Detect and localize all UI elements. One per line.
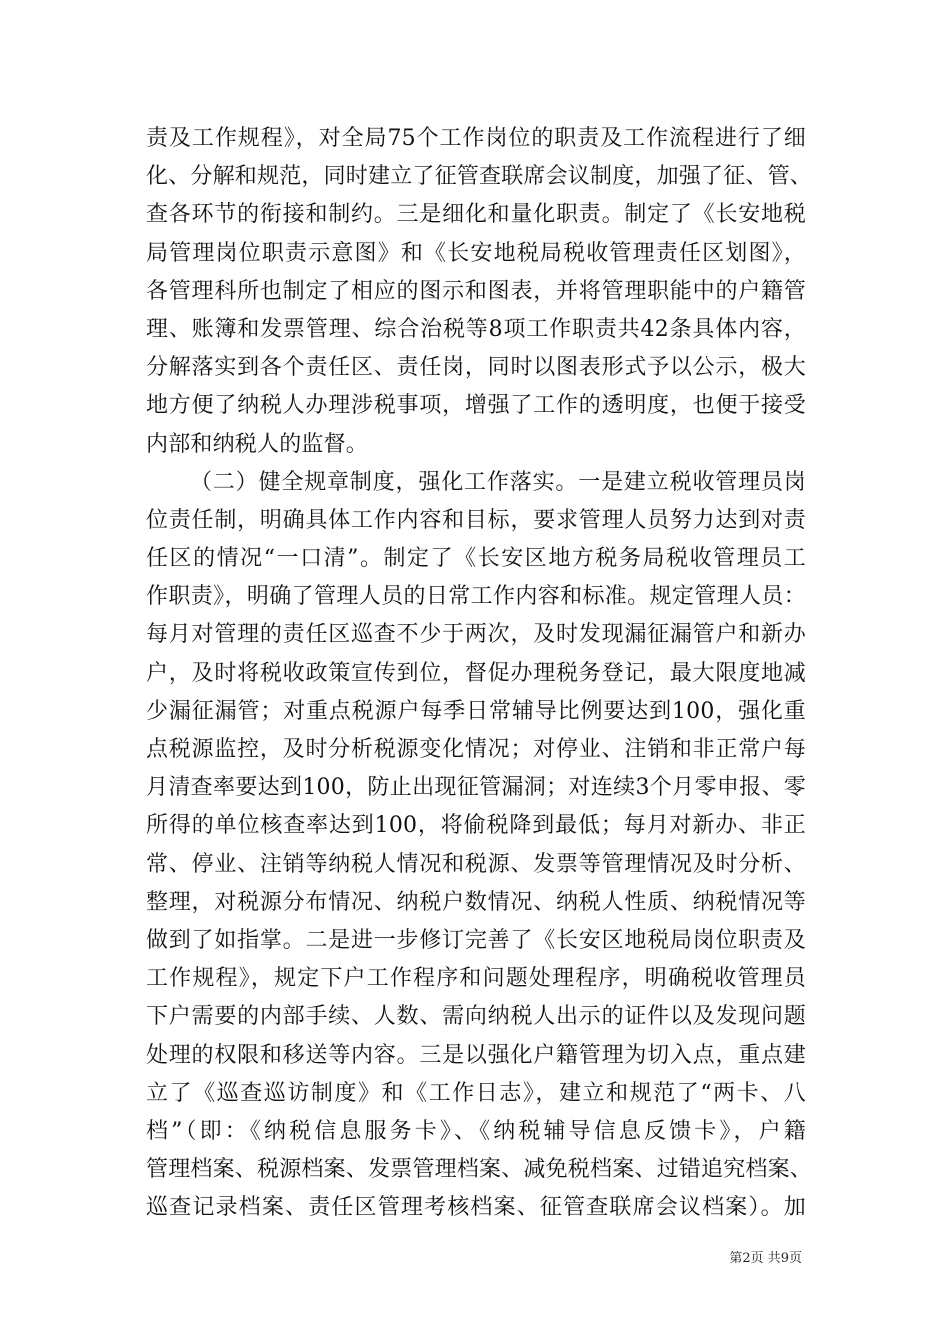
text-line: 责及工作规程》，对全局75个工作岗位的职责及工作流程进行了细 bbox=[146, 126, 806, 151]
text-line: 立了《巡查巡访制度》和《工作日志》，建立和规范了“两卡、八 bbox=[146, 1080, 806, 1106]
text-line: 户，及时将税收政策宣传到位，督促办理税务登记，最大限度地减 bbox=[146, 660, 806, 686]
text-line: 化、分解和规范，同时建立了征管查联席会议制度，加强了征、管、 bbox=[146, 164, 813, 190]
text-line: 作职责》，明确了管理人员的日常工作内容和标准。规定管理人员： bbox=[146, 584, 806, 610]
text-line: 下户需要的内部手续、人数、需向纳税人出示的证件以及发现问题 bbox=[146, 1004, 806, 1030]
text-line: 巡查记录档案、责任区管理考核档案、征管查联席会议档案）。加 bbox=[146, 1195, 806, 1221]
page-number: 第2页 共9页 bbox=[729, 1251, 802, 1266]
text-line: 各管理科所也制定了相应的图示和图表，并将管理职能中的户籍管 bbox=[146, 278, 806, 304]
text-line: 任区的情况“一口清”。制定了《长安区地方税务局税收管理员工 bbox=[146, 546, 806, 572]
text-line: 局管理岗位职责示意图》和《长安地税局税收管理责任区划图》， bbox=[146, 240, 806, 266]
text-line: 位责任制，明确具体工作内容和目标，要求管理人员努力达到对责 bbox=[146, 507, 806, 533]
paragraph-rules-and-regulations bbox=[146, 464, 813, 1228]
text-line: 处理的权限和移送等内容。三是以强化户籍管理为切入点，重点建 bbox=[146, 1042, 806, 1068]
text-line: 所得的单位核查率达到100，将偷税降到最低；每月对新办、非正 bbox=[146, 813, 806, 839]
text-line: 内部和纳税人的监督。 bbox=[146, 431, 369, 457]
text-line: 月清查率要达到100，防止出现征管漏洞；对连续3个月零申报、零 bbox=[146, 775, 806, 801]
text-line: 少漏征漏管；对重点税源户每季日常辅导比例要达到100，强化重 bbox=[146, 698, 806, 724]
paragraph-responsibility-refinement bbox=[146, 120, 813, 464]
text-line: 做到了如指掌。二是进一步修订完善了《长安区地税局岗位职责及 bbox=[146, 927, 806, 953]
text-line: 管理档案、税源档案、发票管理档案、减免税档案、过错追究档案、 bbox=[146, 1157, 813, 1183]
text-line: 分解落实到各个责任区、责任岗，同时以图表形式予以公示，极大 bbox=[146, 355, 806, 381]
text-line: 常、停业、注销等纳税人情况和税源、发票等管理情况及时分析、 bbox=[146, 851, 806, 877]
text-line: 查各环节的衔接和制约。三是细化和量化职责。制定了《长安地税 bbox=[146, 202, 806, 228]
body-text bbox=[146, 120, 813, 1227]
text-line: 档”（即：《纳税信息服务卡》、《纳税辅导信息反馈卡》，户籍 bbox=[146, 1118, 806, 1144]
text-line: 每月对管理的责任区巡查不少于两次，及时发现漏征漏管户和新办 bbox=[146, 622, 806, 648]
text-line: 点税源监控，及时分析税源变化情况；对停业、注销和非正常户每 bbox=[146, 737, 806, 762]
text-line: 理、账簿和发票管理、综合治税等8项工作职责共42条具体内容， bbox=[146, 316, 806, 342]
text-line: （二）健全规章制度，强化工作落实。一是建立税收管理员岗 bbox=[190, 469, 806, 495]
text-line: 地方便了纳税人办理涉税事项，增强了工作的透明度，也便于接受 bbox=[146, 393, 806, 419]
text-line: 工作规程》，规定下户工作程序和问题处理程序，明确税收管理员 bbox=[146, 966, 806, 992]
text-line: 整理，对税源分布情况、纳税户数情况、纳税人性质、纳税情况等 bbox=[146, 889, 806, 915]
